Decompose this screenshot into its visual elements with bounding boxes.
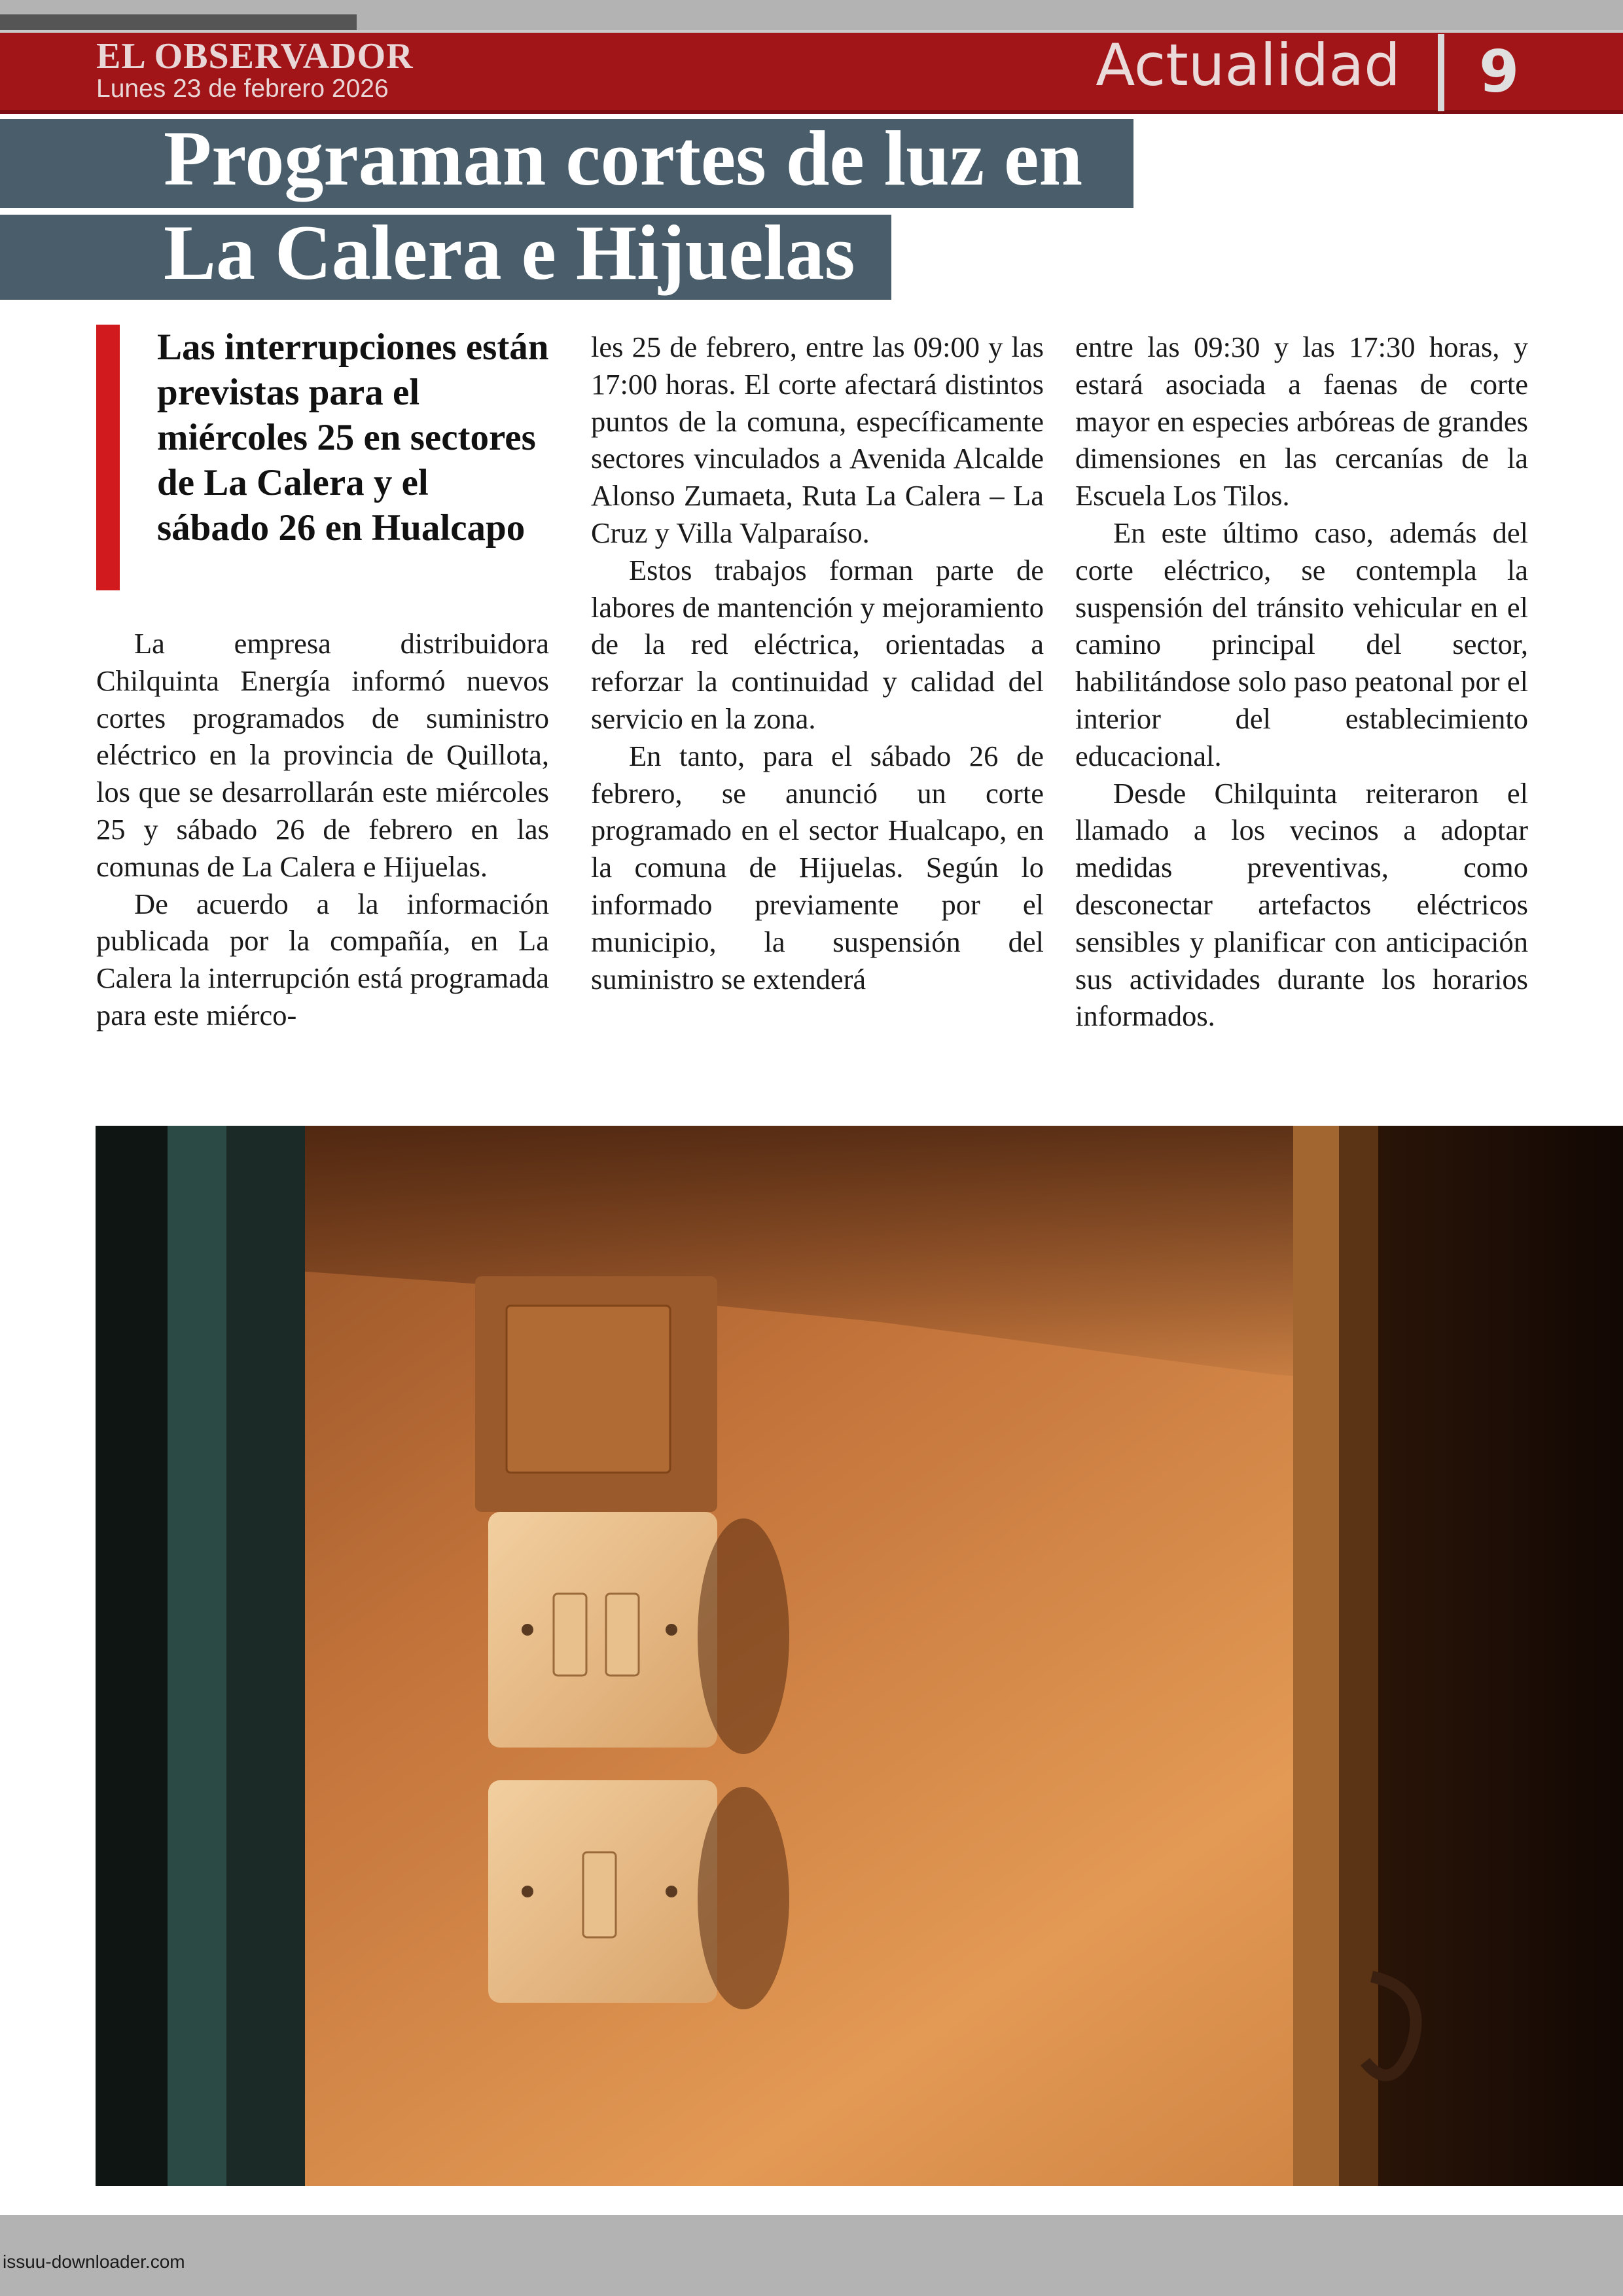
- watermark: issuu-downloader.com: [3, 2251, 185, 2272]
- headline-line-1: Programan cortes de luz en: [164, 115, 1083, 202]
- paragraph: Estos trabajos forman parte de labores de mantención y mejoramiento de la red eléctrica, orientadas a reforzar la continuidad y calidad del servicio en la zona.: [591, 553, 1044, 735]
- article-column-2: [591, 329, 1044, 997]
- bottom-gray-bar: [0, 2215, 1623, 2296]
- article-column-1: [96, 625, 549, 1034]
- page-number: 9: [1479, 38, 1520, 105]
- headline-line-2: La Calera e Hijuelas: [164, 209, 855, 296]
- top-dark-accent: [0, 14, 357, 30]
- light-switch-photo: [96, 1126, 1623, 2186]
- paragraph: entre las 09:30 y las 17:30 horas, y estará asociada a faenas de corte mayor en especies arbóreas de grandes dimensiones en las cercanías de la Escuela Los Tilos.: [1075, 331, 1528, 512]
- paragraph: En este último caso, además del corte eléctrico, se contempla la suspensión del tránsito vehicular en el camino principal del sector, habilitándose solo paso peatonal por el interior del establecimiento educacional.: [1075, 516, 1528, 772]
- paragraph: De acuerdo a la información publicada por la compañía, en La Calera la interrupción está programada para este miérco-: [96, 887, 549, 1031]
- paragraph: Desde Chilquinta reiteraron el llamado a los vecinos a adoptar medidas preventivas, como desconectar artefactos eléctricos sensibles y planificar con anticipación sus actividades durante los horarios informados.: [1075, 776, 1528, 1033]
- section-name: Actualidad: [1096, 31, 1400, 99]
- issue-date: Lunes 23 de febrero 2026: [96, 75, 389, 103]
- newspaper-name: EL OBSERVADOR: [96, 36, 414, 77]
- paragraph: les 25 de febrero, entre las 09:00 y las 17:00 horas. El corte afectará distintos puntos de la comuna, específicamente sectores vinculados a Avenida Alcalde Alonso Zumaeta, Ruta La Calera – La Cruz y Villa Valparaíso.: [591, 331, 1044, 549]
- article-deck: Las interrupciones están previstas para el miércoles 25 en sectores de La Calera y el sábado 26 en Hualcapo: [157, 327, 549, 548]
- article-column-3: [1075, 329, 1528, 1035]
- paragraph: En tanto, para el sábado 26 de febrero, se anunció un corte programado en el sector Hualcapo, en la comuna de Hijuelas. Según lo informado previamente por el municipio, la suspensión del suministro se extenderá: [591, 739, 1044, 996]
- section-divider: [1438, 34, 1444, 111]
- article-photo: [96, 1126, 1623, 2186]
- paragraph: La empresa distribuidora Chilquinta Energía informó nuevos cortes programados de suministro eléctrico en la provincia de Quillota, los que se desarrollarán este miércoles 25 y sábado 26 de febrero en las comunas de La Calera e Hijuelas.: [96, 627, 549, 883]
- deck-accent-bar: [96, 325, 120, 590]
